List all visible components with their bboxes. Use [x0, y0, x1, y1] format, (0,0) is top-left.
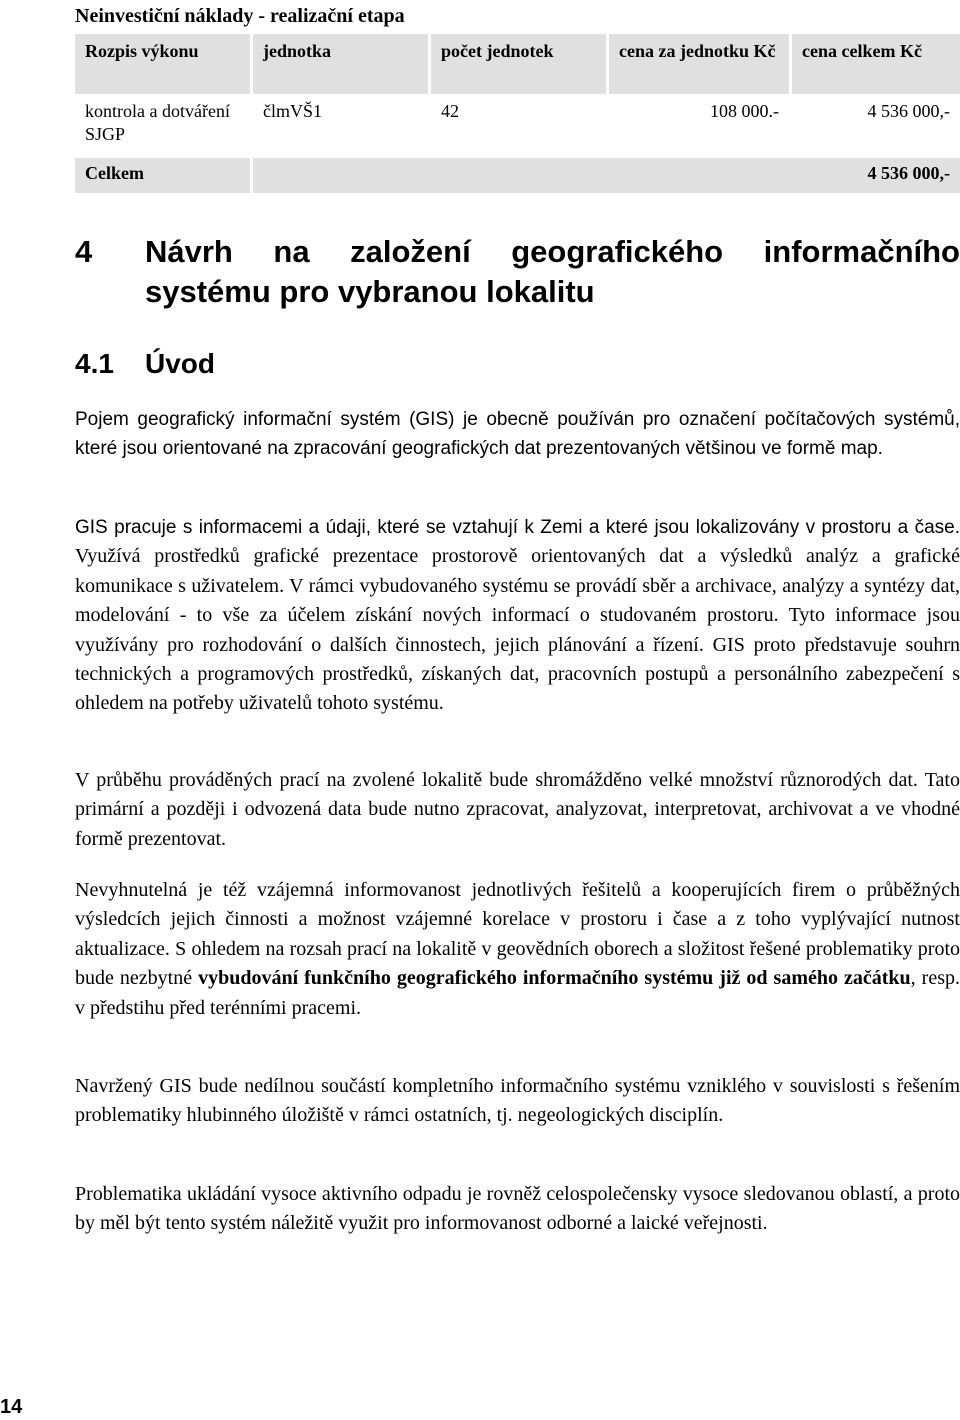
- paragraph: [75, 876, 960, 1023]
- paragraph-segment: Nevyhnutelná je též vzájemná informovanost jednotlivých řešitelů a kooperujících firem o průběžných výsledcích jejich činnosti a možnost vzájemné korelace v prostoru i čase a z toho vyplývající nutnost aktualizace. S ohledem na rozsah prací na lokalitě v geovědních oborech a složitost řešené problematiky proto bude nezbytné: [75, 879, 960, 990]
- table-cell: 108 000.-: [609, 94, 792, 158]
- table-header-cell: jednotka: [253, 34, 431, 94]
- total-value: 4 536 000,-: [253, 158, 960, 193]
- paragraph-segment: GIS pracuje s informacemi a údaji, které se vztahují k Zemi a které jsou lokalizovány v prostoru a čase.: [75, 517, 960, 538]
- chapter-title-line2: systému pro vybranou lokalitu: [145, 274, 595, 309]
- table-total-row: [75, 158, 960, 193]
- paragraph: V průběhu prováděných prací na zvolené lokalitě bude shromážděno velké množství různorodých dat. Tato primární a později i odvozená data bude nutno zpracovat, analyzovat, interpretovat, archivovat a ve vhodné formě prezentovat.: [75, 769, 960, 850]
- paragraph-segment: , resp. v předstihu před terénními pracemi.: [75, 967, 960, 1019]
- emphasis-text: vybudování funkčního geografického informačního systému již od samého začátku: [198, 967, 911, 990]
- table-cell: 42: [431, 94, 609, 158]
- table-header-row: [75, 34, 960, 94]
- cost-table: [75, 34, 960, 193]
- chapter-number: 4: [75, 234, 93, 269]
- table-header-cell: počet jednotek: [431, 34, 609, 94]
- subchapter-heading: [75, 346, 215, 382]
- paragraph: Navržený GIS bude nedílnou součástí kompletního informačního systému vzniklého v souvislosti s řešením problematiky hlubinného úložiště v rámci ostatních, tj. negeologických disciplín.: [75, 1075, 960, 1127]
- subchapter-number: 4.1: [75, 348, 114, 379]
- subchapter-title: Úvod: [145, 348, 215, 379]
- paragraph-segment: Využívá prostředků grafické prezentace prostorově orientovaných dat a výsledků analýz a grafické komunikace s uživatelem. V rámci vybudovaného systému se provádí sběr a archivace, analýzy a syntézy dat, modelování - to vše za účelem získání nových informací o studovaném prostoru. Tyto informace jsou využívány pro rozhodování o dalších činnostech, jejich plánování a řízení. GIS proto představuje souhrn technických a programových prostředků, získaných dat, pracovních postupů a personálního zabezpečení s ohledem na potřeby uživatelů tohoto systému.: [75, 545, 960, 715]
- paragraph: Pojem geografický informační systém (GIS) je obecně používán pro označení počítačových systémů, které jsou orientované na zpracování geografických dat prezentovaných většinou ve formě map.: [75, 409, 960, 460]
- paragraph: Problematika ukládání vysoce aktivního odpadu je rovněž celospolečensky vysoce sledovanou oblastí, a proto by měl být tento systém náležitě využit pro informovanost odborné a laické veřejnosti.: [75, 1183, 960, 1235]
- table-header-cell: cena celkem Kč: [792, 34, 960, 94]
- page-number: 14: [0, 1396, 23, 1418]
- chapter-heading: [75, 232, 960, 312]
- table-header-cell: cena za jednotku Kč: [609, 34, 792, 94]
- table-row: [75, 94, 960, 158]
- table-cell: kontrola a dotváření SJGP: [75, 94, 253, 158]
- table-cell: 4 536 000,-: [792, 94, 960, 158]
- chapter-title-line1: Návrh na založení geografického informačního: [145, 234, 960, 269]
- paragraph: [75, 513, 960, 719]
- section-title: Neinvestiční náklady - realizační etapa: [75, 5, 405, 27]
- total-label: Celkem: [75, 158, 253, 193]
- table-header-cell: Rozpis výkonu: [75, 34, 253, 94]
- table-cell: člmVŠ1: [253, 94, 431, 158]
